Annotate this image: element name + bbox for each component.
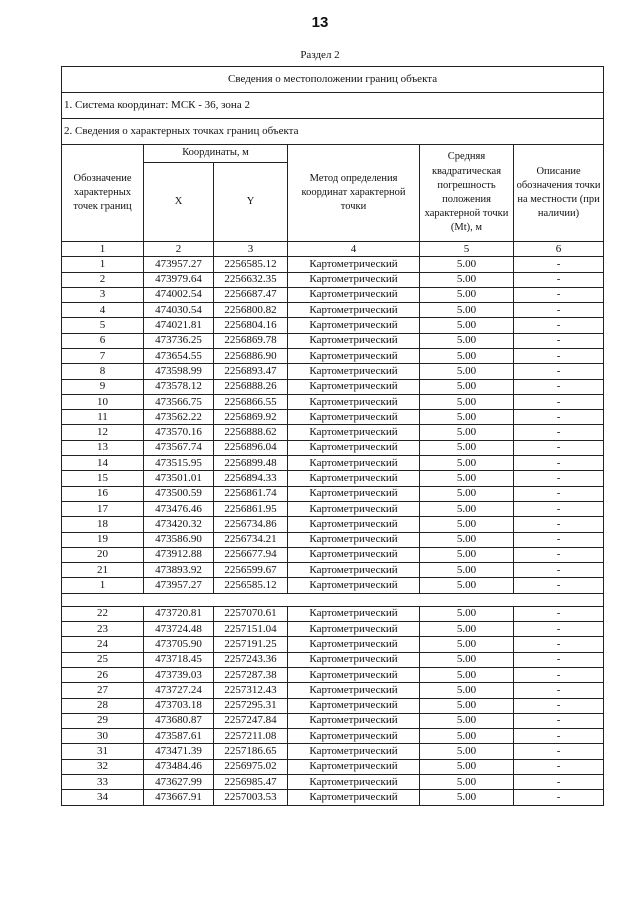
table-row: [62, 532, 604, 547]
error-cell: 5.00: [420, 578, 514, 593]
x-coordinate-cell: 473501.01: [144, 471, 214, 486]
point-number-cell: 12: [62, 425, 144, 440]
y-coordinate-cell: 2256899.48: [214, 456, 288, 471]
x-coordinate-cell: 473727.24: [144, 683, 214, 698]
method-cell: Картометрический: [288, 394, 420, 409]
table-row: [62, 775, 604, 790]
table-row: [62, 759, 604, 774]
x-coordinate-cell: 473566.75: [144, 394, 214, 409]
points-section-title: 2. Сведения о характерных точках границ объекта: [62, 119, 604, 145]
description-cell: -: [514, 425, 604, 440]
point-number-cell: 1: [62, 257, 144, 272]
x-coordinate-cell: 473912.88: [144, 547, 214, 562]
error-cell: 5.00: [420, 759, 514, 774]
y-coordinate-cell: 2256888.26: [214, 379, 288, 394]
method-cell: Картометрический: [288, 637, 420, 652]
table-row: [62, 364, 604, 379]
x-coordinate-cell: 473724.48: [144, 622, 214, 637]
y-coordinate-cell: 2257312.43: [214, 683, 288, 698]
x-coordinate-cell: 474030.54: [144, 303, 214, 318]
table-row: [62, 287, 604, 302]
description-cell: -: [514, 303, 604, 318]
table-row: [62, 303, 604, 318]
x-coordinate-cell: 473739.03: [144, 667, 214, 682]
x-coordinate-cell: 473515.95: [144, 456, 214, 471]
point-number-cell: 10: [62, 394, 144, 409]
error-cell: 5.00: [420, 456, 514, 471]
x-coordinate-cell: 473587.61: [144, 729, 214, 744]
description-cell: -: [514, 683, 604, 698]
header-method: Метод определения координат характерной точки: [288, 145, 420, 242]
x-coordinate-cell: 473500.59: [144, 486, 214, 501]
y-coordinate-cell: 2257287.38: [214, 667, 288, 682]
y-coordinate-cell: 2257295.31: [214, 698, 288, 713]
error-cell: 5.00: [420, 394, 514, 409]
table-row: [62, 790, 604, 805]
x-coordinate-cell: 473627.99: [144, 775, 214, 790]
table-row: [62, 744, 604, 759]
method-cell: Картометрический: [288, 652, 420, 667]
method-cell: Картометрический: [288, 364, 420, 379]
description-cell: -: [514, 410, 604, 425]
point-number-cell: 8: [62, 364, 144, 379]
method-cell: Картометрический: [288, 698, 420, 713]
error-cell: 5.00: [420, 303, 514, 318]
point-number-cell: 30: [62, 729, 144, 744]
column-number: 6: [514, 242, 604, 257]
description-cell: -: [514, 532, 604, 547]
description-cell: -: [514, 698, 604, 713]
method-cell: Картометрический: [288, 425, 420, 440]
point-number-cell: 14: [62, 456, 144, 471]
error-cell: 5.00: [420, 622, 514, 637]
point-number-cell: 23: [62, 622, 144, 637]
x-coordinate-cell: 473484.46: [144, 759, 214, 774]
description-cell: -: [514, 563, 604, 578]
y-coordinate-cell: 2256861.95: [214, 501, 288, 516]
table-row: [62, 547, 604, 562]
table-row: [62, 501, 604, 516]
point-number-cell: 7: [62, 348, 144, 363]
description-cell: -: [514, 637, 604, 652]
x-coordinate-cell: 473420.32: [144, 517, 214, 532]
table-row: [62, 410, 604, 425]
header-coordinates: Координаты, м: [144, 145, 288, 163]
table-body: [62, 257, 604, 805]
y-coordinate-cell: 2257243.36: [214, 652, 288, 667]
method-cell: Картометрический: [288, 318, 420, 333]
x-coordinate-cell: 473957.27: [144, 578, 214, 593]
error-cell: 5.00: [420, 517, 514, 532]
error-cell: 5.00: [420, 486, 514, 501]
table-row: [62, 713, 604, 728]
x-coordinate-cell: 473598.99: [144, 364, 214, 379]
y-coordinate-cell: 2256866.55: [214, 394, 288, 409]
table-row: [62, 729, 604, 744]
x-coordinate-cell: 474021.81: [144, 318, 214, 333]
table-row: [62, 425, 604, 440]
point-number-cell: 32: [62, 759, 144, 774]
description-cell: -: [514, 713, 604, 728]
y-coordinate-cell: 2256888.62: [214, 425, 288, 440]
y-coordinate-cell: 2257151.04: [214, 622, 288, 637]
table-row: [62, 272, 604, 287]
y-coordinate-cell: 2256985.47: [214, 775, 288, 790]
table-row: [62, 652, 604, 667]
point-number-cell: 31: [62, 744, 144, 759]
x-coordinate-cell: 473471.39: [144, 744, 214, 759]
y-coordinate-cell: 2257070.61: [214, 606, 288, 621]
column-number: 4: [288, 242, 420, 257]
point-number-cell: 16: [62, 486, 144, 501]
table-row: [62, 622, 604, 637]
method-cell: Картометрический: [288, 547, 420, 562]
x-coordinate-cell: 473718.45: [144, 652, 214, 667]
x-coordinate-cell: 473578.12: [144, 379, 214, 394]
method-cell: Картометрический: [288, 667, 420, 682]
method-cell: Картометрический: [288, 471, 420, 486]
table-row: [62, 698, 604, 713]
description-cell: -: [514, 790, 604, 805]
method-cell: Картометрический: [288, 729, 420, 744]
description-cell: -: [514, 501, 604, 516]
table-row: [62, 486, 604, 501]
method-cell: Картометрический: [288, 440, 420, 455]
x-coordinate-cell: 473567.74: [144, 440, 214, 455]
error-cell: 5.00: [420, 318, 514, 333]
error-cell: 5.00: [420, 667, 514, 682]
y-coordinate-cell: 2257191.25: [214, 637, 288, 652]
error-cell: 5.00: [420, 440, 514, 455]
point-number-cell: 5: [62, 318, 144, 333]
column-number: 2: [144, 242, 214, 257]
y-coordinate-cell: 2256585.12: [214, 578, 288, 593]
coordinate-system: 1. Система координат: МСК - 36, зона 2: [62, 93, 604, 119]
method-cell: Картометрический: [288, 578, 420, 593]
y-coordinate-cell: 2256800.82: [214, 303, 288, 318]
point-number-cell: 20: [62, 547, 144, 562]
error-cell: 5.00: [420, 563, 514, 578]
description-cell: -: [514, 456, 604, 471]
x-coordinate-cell: 473586.90: [144, 532, 214, 547]
error-cell: 5.00: [420, 547, 514, 562]
point-number-cell: 4: [62, 303, 144, 318]
y-coordinate-cell: 2256886.90: [214, 348, 288, 363]
method-cell: Картометрический: [288, 759, 420, 774]
method-cell: Картометрический: [288, 683, 420, 698]
description-cell: -: [514, 333, 604, 348]
description-cell: -: [514, 364, 604, 379]
x-coordinate-cell: 473957.27: [144, 257, 214, 272]
description-cell: -: [514, 759, 604, 774]
y-coordinate-cell: 2257247.84: [214, 713, 288, 728]
description-cell: -: [514, 547, 604, 562]
method-cell: Картометрический: [288, 790, 420, 805]
error-cell: 5.00: [420, 425, 514, 440]
header-y: Y: [214, 163, 288, 242]
point-number-cell: 29: [62, 713, 144, 728]
point-number-cell: 25: [62, 652, 144, 667]
error-cell: 5.00: [420, 729, 514, 744]
y-coordinate-cell: 2256861.74: [214, 486, 288, 501]
error-cell: 5.00: [420, 790, 514, 805]
y-coordinate-cell: 2256896.04: [214, 440, 288, 455]
error-cell: 5.00: [420, 364, 514, 379]
method-cell: Картометрический: [288, 563, 420, 578]
y-coordinate-cell: 2256677.94: [214, 547, 288, 562]
y-coordinate-cell: 2256632.35: [214, 272, 288, 287]
point-number-cell: 24: [62, 637, 144, 652]
method-cell: Картометрический: [288, 606, 420, 621]
table-title: Сведения о местоположении границ объекта: [62, 67, 604, 93]
x-coordinate-cell: 473893.92: [144, 563, 214, 578]
method-cell: Картометрический: [288, 713, 420, 728]
error-cell: 5.00: [420, 348, 514, 363]
error-cell: 5.00: [420, 775, 514, 790]
error-cell: 5.00: [420, 410, 514, 425]
table-row: [62, 637, 604, 652]
group-separator-row: [62, 593, 604, 606]
point-number-cell: 22: [62, 606, 144, 621]
method-cell: Картометрический: [288, 532, 420, 547]
x-coordinate-cell: 473476.46: [144, 501, 214, 516]
y-coordinate-cell: 2256585.12: [214, 257, 288, 272]
y-coordinate-cell: 2256734.86: [214, 517, 288, 532]
error-cell: 5.00: [420, 532, 514, 547]
table-row: [62, 440, 604, 455]
description-cell: -: [514, 517, 604, 532]
y-coordinate-cell: 2257003.53: [214, 790, 288, 805]
description-cell: -: [514, 318, 604, 333]
y-coordinate-cell: 2257211.08: [214, 729, 288, 744]
x-coordinate-cell: 474002.54: [144, 287, 214, 302]
x-coordinate-cell: 473736.25: [144, 333, 214, 348]
method-cell: Картометрический: [288, 379, 420, 394]
header-error: Средняя квадратическая погрешность положения характерной точки (Mt), м: [420, 145, 514, 242]
method-cell: Картометрический: [288, 333, 420, 348]
error-cell: 5.00: [420, 713, 514, 728]
y-coordinate-cell: 2257186.65: [214, 744, 288, 759]
method-cell: Картометрический: [288, 272, 420, 287]
method-cell: Картометрический: [288, 410, 420, 425]
x-coordinate-cell: 473667.91: [144, 790, 214, 805]
header-description: Описание обозначения точки на местности (при наличии): [514, 145, 604, 242]
point-number-cell: 19: [62, 532, 144, 547]
point-number-cell: 21: [62, 563, 144, 578]
x-coordinate-cell: 473570.16: [144, 425, 214, 440]
table-row: [62, 578, 604, 593]
y-coordinate-cell: 2256734.21: [214, 532, 288, 547]
method-cell: Картометрический: [288, 486, 420, 501]
method-cell: Картометрический: [288, 775, 420, 790]
error-cell: 5.00: [420, 744, 514, 759]
method-cell: Картометрический: [288, 744, 420, 759]
error-cell: 5.00: [420, 683, 514, 698]
point-number-cell: 33: [62, 775, 144, 790]
table-row: [62, 517, 604, 532]
method-cell: Картометрический: [288, 303, 420, 318]
y-coordinate-cell: 2256894.33: [214, 471, 288, 486]
error-cell: 5.00: [420, 698, 514, 713]
x-coordinate-cell: 473654.55: [144, 348, 214, 363]
method-cell: Картометрический: [288, 622, 420, 637]
x-coordinate-cell: 473703.18: [144, 698, 214, 713]
section-title: Раздел 2: [300, 49, 340, 61]
y-coordinate-cell: 2256975.02: [214, 759, 288, 774]
error-cell: 5.00: [420, 257, 514, 272]
table-row: [62, 667, 604, 682]
method-cell: Картометрический: [288, 517, 420, 532]
point-number-cell: 2: [62, 272, 144, 287]
error-cell: 5.00: [420, 652, 514, 667]
description-cell: -: [514, 652, 604, 667]
x-coordinate-cell: 473562.22: [144, 410, 214, 425]
description-cell: -: [514, 440, 604, 455]
method-cell: Картометрический: [288, 501, 420, 516]
boundary-points-table: [61, 66, 604, 806]
point-number-cell: 3: [62, 287, 144, 302]
table-row: [62, 379, 604, 394]
description-cell: -: [514, 486, 604, 501]
description-cell: -: [514, 606, 604, 621]
table-row: [62, 257, 604, 272]
page-number: 13: [311, 14, 329, 31]
point-number-cell: 26: [62, 667, 144, 682]
description-cell: -: [514, 348, 604, 363]
point-number-cell: 28: [62, 698, 144, 713]
table-row: [62, 563, 604, 578]
x-coordinate-cell: 473720.81: [144, 606, 214, 621]
table-row: [62, 683, 604, 698]
description-cell: -: [514, 272, 604, 287]
error-cell: 5.00: [420, 501, 514, 516]
description-cell: -: [514, 578, 604, 593]
column-number-row: [62, 242, 604, 257]
description-cell: -: [514, 667, 604, 682]
x-coordinate-cell: 473680.87: [144, 713, 214, 728]
description-cell: -: [514, 379, 604, 394]
table-row: [62, 318, 604, 333]
error-cell: 5.00: [420, 637, 514, 652]
point-number-cell: 9: [62, 379, 144, 394]
table-row: [62, 471, 604, 486]
y-coordinate-cell: 2256893.47: [214, 364, 288, 379]
separator-cell: [62, 593, 604, 606]
table-row: [62, 456, 604, 471]
header-x: X: [144, 163, 214, 242]
y-coordinate-cell: 2256599.67: [214, 563, 288, 578]
point-number-cell: 1: [62, 578, 144, 593]
error-cell: 5.00: [420, 606, 514, 621]
point-number-cell: 15: [62, 471, 144, 486]
column-number: 3: [214, 242, 288, 257]
table-row: [62, 394, 604, 409]
error-cell: 5.00: [420, 471, 514, 486]
description-cell: -: [514, 287, 604, 302]
description-cell: -: [514, 622, 604, 637]
method-cell: Картометрический: [288, 348, 420, 363]
method-cell: Картометрический: [288, 287, 420, 302]
description-cell: -: [514, 744, 604, 759]
point-number-cell: 18: [62, 517, 144, 532]
method-cell: Картометрический: [288, 456, 420, 471]
table-row: [62, 606, 604, 621]
y-coordinate-cell: 2256804.16: [214, 318, 288, 333]
table-row: [62, 333, 604, 348]
description-cell: -: [514, 775, 604, 790]
y-coordinate-cell: 2256869.78: [214, 333, 288, 348]
point-number-cell: 17: [62, 501, 144, 516]
point-number-cell: 27: [62, 683, 144, 698]
point-number-cell: 34: [62, 790, 144, 805]
x-coordinate-cell: 473705.90: [144, 637, 214, 652]
y-coordinate-cell: 2256687.47: [214, 287, 288, 302]
method-cell: Картометрический: [288, 257, 420, 272]
point-number-cell: 11: [62, 410, 144, 425]
column-number: 1: [62, 242, 144, 257]
table-row: [62, 348, 604, 363]
error-cell: 5.00: [420, 333, 514, 348]
description-cell: -: [514, 257, 604, 272]
column-number: 5: [420, 242, 514, 257]
y-coordinate-cell: 2256869.92: [214, 410, 288, 425]
error-cell: 5.00: [420, 379, 514, 394]
error-cell: 5.00: [420, 272, 514, 287]
point-number-cell: 13: [62, 440, 144, 455]
description-cell: -: [514, 471, 604, 486]
point-number-cell: 6: [62, 333, 144, 348]
description-cell: -: [514, 729, 604, 744]
header-point-designation: Обозначение характерных точек границ: [62, 145, 144, 242]
x-coordinate-cell: 473979.64: [144, 272, 214, 287]
error-cell: 5.00: [420, 287, 514, 302]
description-cell: -: [514, 394, 604, 409]
